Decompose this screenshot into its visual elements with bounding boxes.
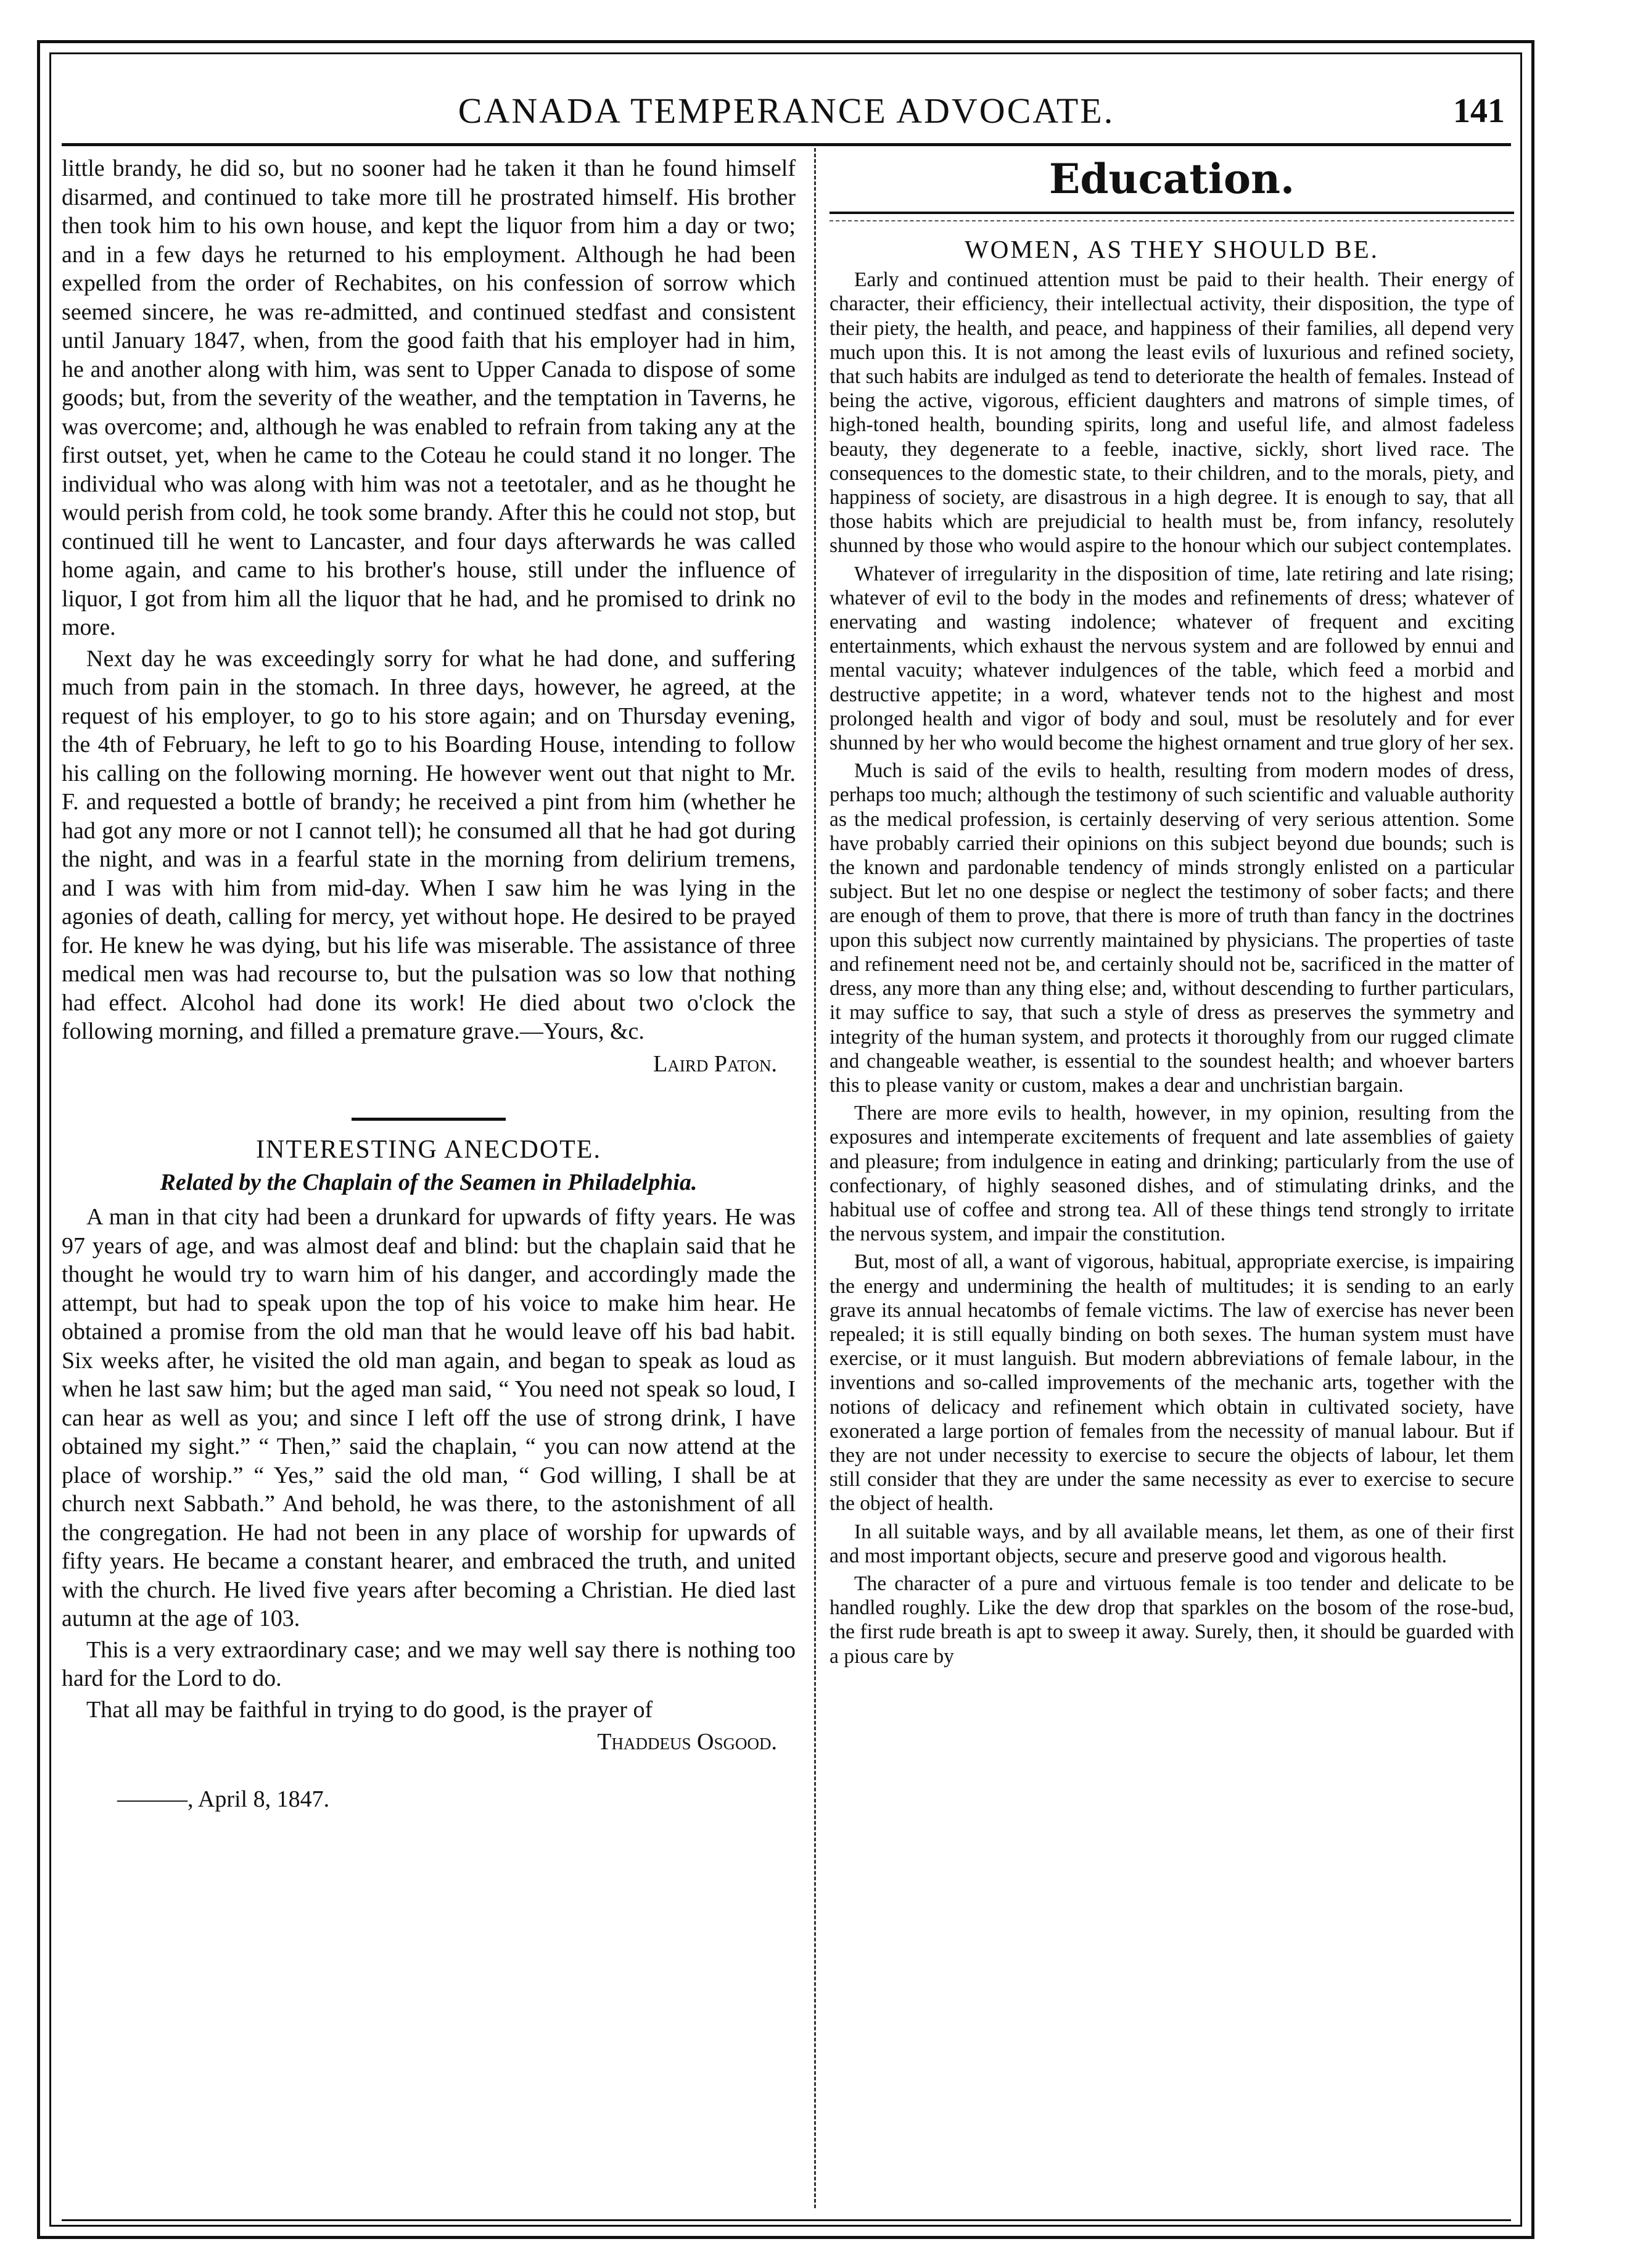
header-rule <box>62 143 1511 146</box>
anecdote-signature: Thaddeus Osgood. <box>597 1729 777 1755</box>
bottom-rule <box>62 2219 1511 2221</box>
article-paragraph: Early and continued attention must be paid to their health. Their energy of character, their efficiency, their intellectual activity, their disposition, the type of their piety, the health, and peace, and happiness of their families, all depend very much upon this. It is not among the least evils of luxurious and refined society, that such habits are indulged as tend to deteriorate the health of females. Instead of being the active, vigorous, efficient daughters and matrons of simple times, of high-toned health, bounding spirits, long and useful life, and almost fadeless beauty, they degenerate to a feeble, inactive, sickly, short lived race. The consequences to the domestic state, to their children, and to the morals, piety, and happiness of society, are disastrous in a high degree. It is enough to say, that all those habits which are prejudicial to health must be, from infancy, resolutely shunned by those who would aspire to the honour which our subject contemplates. <box>830 268 1514 558</box>
article-paragraph: Much is said of the evils to health, resulting from modern modes of dress, perhaps too much; although the testimony of such scientific and valuable authority as the medical profession, is certainly deserving of very serious attention. Some have probably carried their opinions on this subject beyond due bounds; such is the known and pardonable tendency of minds strongly enlisted on a particular subject. But let no one despise or neglect the testimony of sober facts; and there are enough of them to prove, that there is more of truth than fancy in the doctrines upon this subject now currently maintained by physicians. The properties of taste and refinement need not be, and certainly should not be, sacrificed in the matter of dress, any more than any thing else; and, without descending to further particulars, it may suffice to say, that such a style of dress as preserves the symmetry and integrity of the human system, and protects it thoroughly from our rugged climate and changeable weather, is essential to the soundest health; and whoever barters this to please vanity or custom, makes a dear and unchristian bargain. <box>830 759 1514 1097</box>
section-rule-dashed <box>830 220 1514 221</box>
page-header <box>62 80 1511 142</box>
anecdote-title: INTERESTING ANECDOTE. <box>256 1136 601 1164</box>
left-column <box>62 154 796 1813</box>
article-title: WOMEN, AS THEY SHOULD BE. <box>965 235 1379 263</box>
letter-signature: Laird Paton. <box>653 1050 777 1077</box>
section-rule <box>830 212 1514 214</box>
letter-paragraph: Next day he was exceedingly sorry for what he had done, and suffering much from pain in the stomach. In three days, however, he agreed, at the request of his employer, to go to his store again; and on Thursday evening, the 4th of February, he left to go to his Boarding House, intending to follow his calling on the following morning. He however went out that night to Mr. F. and requested a bottle of brandy; he received a pint from him (whether he had got any more or not I cannot tell); he consumed all that he had got during the night, and was in a fearful state in the morning from delirium tremens, and I was with him from mid-day. When I saw him he was lying in the agonies of death, calling for mercy, yet without hope. He desired to be prayed for. He knew he was dying, but his life was miserable. The assistance of three medical men was had recourse to, but the pulsation was so low that nothing had effect. Alcohol had done its work! He died about two o'clock the following morning, and filled a premature grave.—Yours, &c. <box>62 645 796 1044</box>
article-paragraph: The character of a pure and virtuous female is too tender and delicate to be handled roughly. Like the dew drop that sparkles on the bosom of the rose-bud, the first rude breath is apt to sweep it away. Surely, then, it should be guarded with a pious care by <box>830 1572 1514 1668</box>
article-paragraph: In all suitable ways, and by all available means, let them, as one of their first and most important objects, secure and preserve good and vigorous health. <box>830 1520 1514 1567</box>
article-paragraph: There are more evils to health, however, in my opinion, resulting from the exposures and intemperate excitements of frequent and late assemblies of gaiety and pleasure; from indulgence in eating and drinking; particularly from the use of confectionary, of highly seasoned dishes, and of stimulating drinks, and the habitual use of coffee and strong tea. All of these things tend strongly to irritate the nervous system, and impair the constitution. <box>830 1102 1514 1246</box>
article-separator <box>352 1118 506 1121</box>
page-number: 141 <box>1453 92 1505 130</box>
section-heading: Education. <box>1049 155 1295 203</box>
anecdote-subtitle: Related by the Chaplain of the Seamen in Philadelphia. <box>160 1169 698 1195</box>
anecdote-paragraph: A man in that city had been a drunkard for upwards of fifty years. He was 97 years of age, and was almost deaf and blind: but the chaplain said that he thought he would try to warn him of his danger, and accordingly made the attempt, but had to speak upon the top of his voice to make him hear. He obtained a promise from the old man that he would leave off his bad habit. Six weeks after, he visited the old man again, and began to speak as loud as when he last saw him; but the aged man said, “ You need not speak so loud, I can hear as well as you; and since I left off the use of strong drink, I have obtained my sight.” “ Then,” said the chaplain, “ you can now attend at the place of worship.” “ Yes,” said the old man, “ God willing, I shall be at church next Sabbath.” And behold, he was there, to the astonishment of all the congregation. He had not been in any place of worship for upwards of fifty years. He became a constant hearer, and embraced the truth, and united with the church. He lived five years after becoming a Christian. He died last autumn at the age of 103. <box>62 1204 796 1631</box>
anecdote-paragraph: This is a very extraordinary case; and we may well say there is nothing too hard for the Lord to do. <box>62 1636 796 1691</box>
article-paragraph: But, most of all, a want of vigorous, habitual, appropriate exercise, is impairing the energy and undermining the health of multitudes; it is sending to an early grave its annual hecatombs of female victims. The law of exercise has never been repealed; it is still equally binding on both sexes. The human system must have exercise, or it must languish. But modern abbreviations of female labour, in the inventions and so-called improvements of the mechanic arts, together with the notions of delicacy and refinement which obtain in cultivated society, have exonerated a large portion of females from the necessity of manual labour. But if they are not under necessity to exercise to secure the objects of labour, let them still consider that they are under the same necessity as ever to exercise to secure the object of health. <box>830 1250 1514 1515</box>
article-paragraph: Whatever of irregularity in the disposition of time, late retiring and late rising; whatever of evil to the body in the modes and refinements of dress; whatever of enervating and wasting indolence; whatever of frequent and exciting entertainments, which exhaust the nervous system and are followed by ennui and mental vacuity; whatever indulgences of the table, which feed a morbid and destructive appetite; in a word, whatever tends not to the highest and most prolonged health and vigor of body and soul, must be resolutely and for ever shunned by her who would become the highest ornament and true glory of her sex. <box>830 562 1514 755</box>
publication-title: CANADA TEMPERANCE ADVOCATE. <box>458 91 1115 131</box>
dateline: ———, April 8, 1847. <box>117 1786 330 1812</box>
column-divider <box>814 148 816 2208</box>
right-column <box>830 154 1514 1668</box>
letter-paragraph: little brandy, he did so, but no sooner had he taken it than he found himself disarmed, and continued to take more till he prostrated himself. His brother then took him to his own house, and kept the liquor from him a day or two; and in a few days he returned to his employment. Although he had been expelled from the order of Rechabites, on his confession of sorrow which seemed sincere, he was re-admitted, and continued stedfast and consistent until January 1847, when, from the good faith that his employer had in him, he and another along with him, was sent to Upper Canada to dispose of some goods; but, from the severity of the weather, and the temptation in Taverns, he was overcome; and, although he was enabled to refrain from taking any at the first outset, yet, when he came to the Coteau he could stand it no longer. The individual who was along with him was not a teetotaler, and as he thought he would perish from cold, he took some brandy. After this he could not stop, but continued till he went to Lancaster, and four days afterwards he was called home again, and came to his brother's house, still under the influence of liquor, I got from him all the liquor that he had, and he promised to drink no more. <box>62 155 796 640</box>
anecdote-paragraph: That all may be faithful in trying to do good, is the prayer of <box>86 1696 653 1723</box>
